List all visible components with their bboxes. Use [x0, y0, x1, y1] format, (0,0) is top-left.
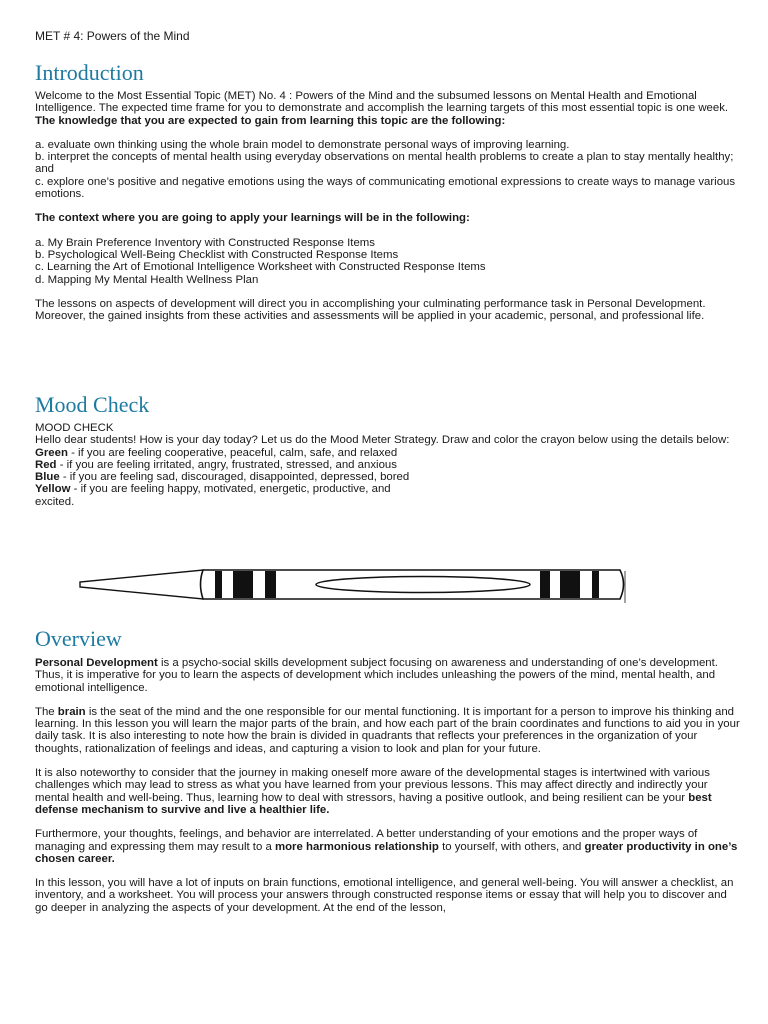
context-item: c. Learning the Art of Emotional Intelligence Worksheet with Constructed Response Items	[35, 261, 486, 274]
closing-paragraph: The lessons on aspects of development will direct you in accomplishing your culminating performance task in Personal Development.	[35, 297, 706, 310]
mood-check-section	[35, 422, 740, 508]
knowledge-heading: The knowledge that you are expected to gain from learning this topic are the following:	[35, 114, 506, 127]
context-item: a. My Brain Preference Inventory with Constructed Response Items	[35, 236, 375, 249]
overview-paragraph: The brain is the seat of the mind and the one responsible for our mental functioning. It is important for a person to improve his thinking and learning. In this lesson you will learn the major parts of the brain, and how each part of the brain coordinates and functions to aid you in your daily task. It is also interesting to note how the brain is divided in quadrants that reflects your preferences in the organization of your thoughts, rationalization of feelings and ideas, and capturing a vision to look and plan for your future.	[35, 705, 740, 755]
knowledge-item: b. interpret the concepts of mental health using everyday observations on mental health problems to create a plan to stay mentally healthy; and	[35, 151, 734, 176]
mood-check-label: MOOD CHECK	[35, 422, 114, 434]
overview-paragraph: It is also noteworthy to consider that the journey in making oneself more aware of the developmental stages is intertwined with various challenges which may lead to stress as what you have learned from your previous lessons. This may affect directly and indirectly your mental health and well-being. Thus, learning how to deal with stressors, having a positive outlook, and being resilient can be your best defense mechanism to survive and live a healthier life.	[35, 767, 712, 816]
mood-intro: Hello dear students! How is your day today? Let us do the Mood Meter Strategy. Draw and color the crayon below using the details below:	[35, 434, 730, 447]
introduction-section	[35, 90, 740, 322]
closing-paragraph: Moreover, the gained insights from these activities and assessments will be applied in your academic, personal, and professional life.	[35, 310, 705, 323]
mood-red: Red - if you are feeling irritated, angry, frustrated, stressed, and anxious	[35, 458, 397, 471]
introduction-heading: Introduction	[35, 60, 144, 85]
overview-section	[35, 657, 740, 914]
knowledge-item: a. evaluate own thinking using the whole brain model to demonstrate personal ways of improving learning.	[35, 138, 570, 151]
mood-yellow: Yellow - if you are feeling happy, motivated, energetic, productive, and excited.	[35, 483, 391, 508]
mood-green: Green - if you are feeling cooperative, peaceful, calm, safe, and relaxed	[35, 446, 398, 459]
overview-paragraph: Furthermore, your thoughts, feelings, and behavior are interrelated. A better understanding of your emotions and the proper ways of managing and expressing them may result to a more harmonious relationship to yourself, with others, and greater productivity in one’s chosen career.	[35, 828, 738, 865]
context-item: d. Mapping My Mental Health Wellness Plan	[35, 273, 259, 286]
crayon-drawing	[35, 565, 635, 605]
welcome-paragraph: Welcome to the Most Essential Topic (MET) No. 4 : Powers of the Mind and the subsumed lessons on Mental Health and Emotional Intelligence. The expected time frame for you to demonstrate and accomplish the learning targets of this most essential topic is one week.	[35, 90, 729, 115]
running-header: MET # 4: Powers of the Mind	[35, 29, 190, 43]
overview-heading: Overview	[35, 626, 122, 651]
mood-blue: Blue - if you are feeling sad, discouraged, disappointed, depressed, bored	[35, 471, 410, 484]
overview-paragraph: In this lesson, you will have a lot of inputs on brain functions, emotional intelligence, and general well-being. You will answer a checklist, an inventory, and a worksheet. You will process your answers through constructed response items or essay that will help you to discover and go deeper in analyzing the aspects of your development. At the end of the lesson,	[35, 877, 734, 914]
context-item: b. Psychological Well-Being Checklist with Constructed Response Items	[35, 248, 399, 261]
knowledge-item: c. explore one’s positive and negative emotions using the ways of communicating emotional expressions to create ways to manage various emotions.	[35, 175, 736, 201]
overview-paragraph: Personal Development is a psycho-social skills development subject focusing on awareness and understanding of one’s development. Thus, it is imperative for you to learn the aspects of development which includes unleashing the powers of the mind, mental health, and emotional intelligence.	[35, 657, 718, 694]
mood-check-heading: Mood Check	[35, 392, 150, 417]
context-heading: The context where you are going to apply your learnings will be in the following:	[35, 212, 470, 225]
